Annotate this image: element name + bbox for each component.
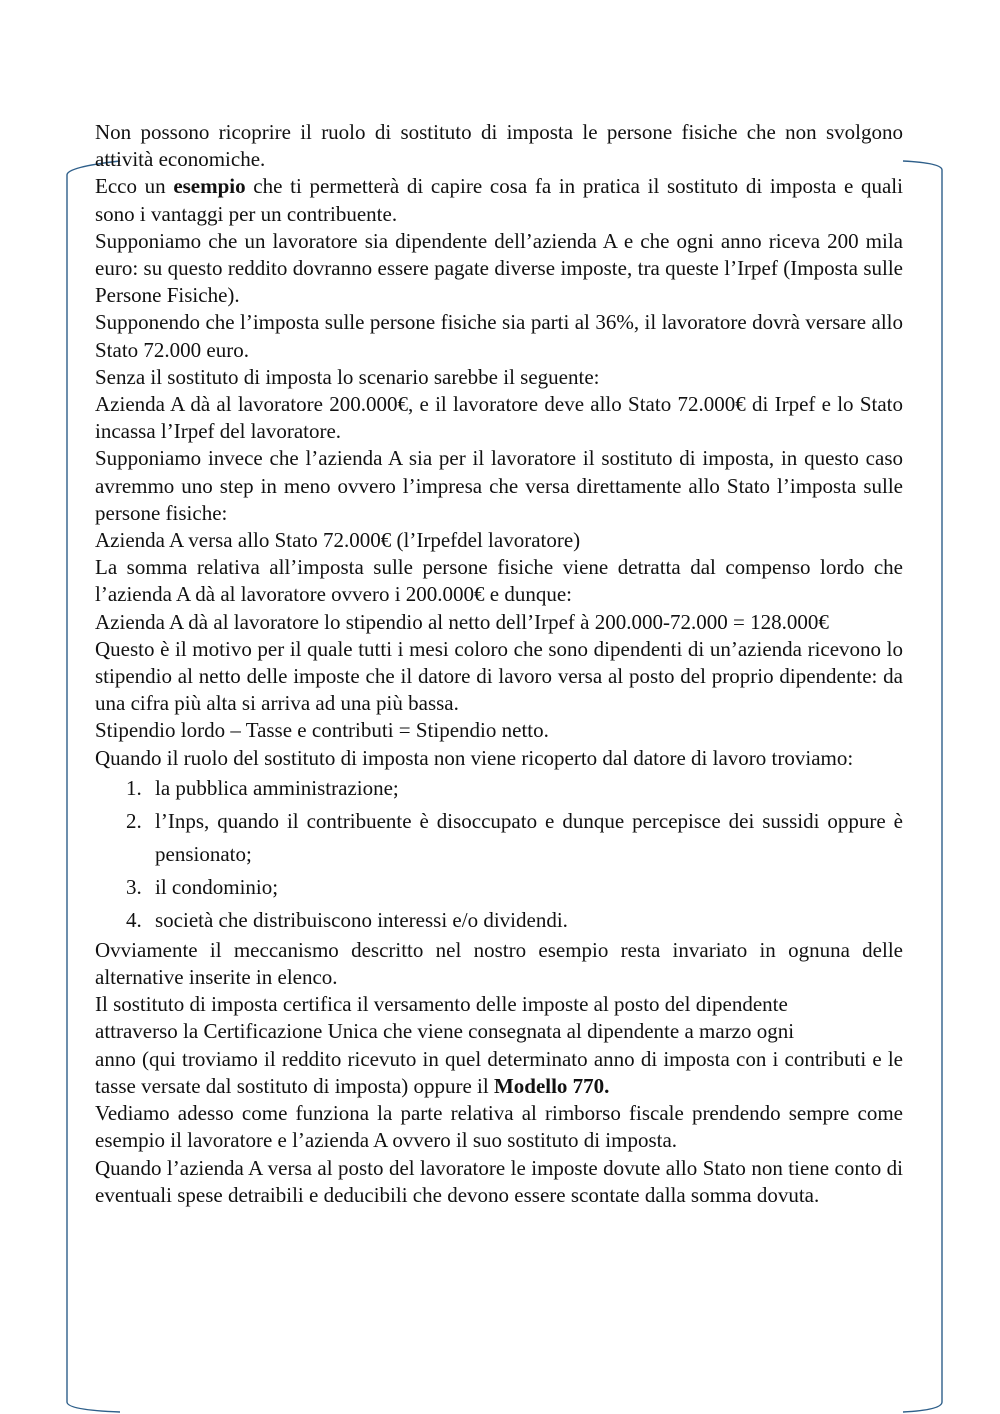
paragraph: Supponendo che l’imposta sulle persone fisiche sia parti al 36%, il lavoratore dovrà versare allo Stato 72.000 euro. bbox=[95, 310, 903, 362]
paragraph: Supponiamo invece che l’azienda A sia per il lavoratore il sostituto di imposta, in questo caso avremmo uno step in meno ovvero l’impresa che versa direttamente allo Stato l’imposta sulle persone fisiche: bbox=[95, 446, 903, 525]
paragraph: La somma relativa all’imposta sulle persone fisiche viene detratta dal compenso lordo che l’azienda A dà al lavoratore ovvero i 200.000€ e dunque: bbox=[95, 555, 903, 607]
list-number: 4. bbox=[126, 907, 142, 932]
list-item-text: l’Inps, quando il contribuente è disoccupato e dunque percepisce dei sussidi oppure è pensionato; bbox=[155, 808, 903, 866]
bold-text: esempio bbox=[173, 174, 246, 199]
text-span: che ti permetterà di capire cosa fa in pratica il sostituto di imposta e quali sono i vantaggi per un contribuente. bbox=[95, 174, 903, 226]
paragraph: Questo è il motivo per il quale tutti i mesi coloro che sono dipendenti di un’azienda ricevono lo stipendio al netto delle imposte che il datore di lavoro versa al posto del proprio dipendente: da una cifra più alta si arriva ad una più bassa. bbox=[95, 636, 903, 716]
list-number: 3. bbox=[126, 874, 142, 899]
document-body bbox=[95, 119, 903, 1209]
list-item bbox=[126, 904, 903, 937]
paragraph: Azienda A versa allo Stato 72.000€ (l’Irpefdel lavoratore) bbox=[95, 528, 581, 553]
paragraph-line: Il sostituto di imposta certifica il versamento delle imposte al posto del dipendente bbox=[95, 992, 788, 1017]
paragraph bbox=[95, 1046, 903, 1100]
paragraph bbox=[95, 173, 903, 227]
paragraph: Supponiamo che un lavoratore sia dipendente dell’azienda A e che ogni anno riceva 200 mila euro: su questo reddito dovranno essere pagate diverse imposte, tra queste l’Irpef (Imposta sulle Persone Fisiche). bbox=[95, 228, 903, 308]
paragraph: Vediamo adesso come funziona la parte relativa al rimborso fiscale prendendo sempre come esempio il lavoratore e l’azienda A ovvero il suo sostituto di imposta. bbox=[95, 1101, 903, 1153]
bold-text: Modello 770. bbox=[493, 1073, 610, 1098]
paragraph: Quando il ruolo del sostituto di imposta non viene ricoperto dal datore di lavoro troviamo: bbox=[95, 745, 854, 770]
paragraph-line: attraverso la Certificazione Unica che viene consegnata al dipendente a marzo ogni bbox=[95, 1019, 795, 1044]
list-item-text: la pubblica amministrazione; bbox=[155, 775, 399, 800]
text-span: Ecco un bbox=[95, 174, 174, 199]
paragraph: Azienda A dà al lavoratore 200.000€, e il lavoratore deve allo Stato 72.000€ di Irpef e lo Stato incassa l’Irpef del lavoratore. bbox=[95, 392, 903, 444]
text-span: anno (qui troviamo il reddito ricevuto in quel determinato anno di imposta con i contributi e le tasse versate dal sostituto di imposta) oppure il bbox=[95, 1046, 903, 1098]
numbered-list bbox=[95, 772, 903, 937]
paragraph: Non possono ricoprire il ruolo di sostituto di imposta le persone fisiche che non svolgono attività economiche. bbox=[95, 120, 903, 172]
paragraph: Quando l’azienda A versa al posto del lavoratore le imposte dovute allo Stato non tiene conto di eventuali spese detraibili e deducibili che devono essere scontate dalla somma dovuta. bbox=[95, 1155, 903, 1207]
paragraph: Azienda A dà al lavoratore lo stipendio al netto dell’Irpef à 200.000-72.000 = 128.000€ bbox=[95, 609, 829, 634]
list-item bbox=[126, 871, 903, 904]
list-item bbox=[126, 805, 903, 871]
list-item-text: società che distribuiscono interessi e/o dividendi. bbox=[155, 907, 568, 932]
paragraph: Senza il sostituto di imposta lo scenario sarebbe il seguente: bbox=[95, 364, 600, 389]
paragraph: Ovviamente il meccanismo descritto nel nostro esempio resta invariato in ognuna delle alternative inserite in elenco. bbox=[95, 937, 903, 990]
list-number: 2. bbox=[126, 808, 142, 833]
right-bracket bbox=[903, 161, 942, 1412]
paragraph: Stipendio lordo – Tasse e contributi = Stipendio netto. bbox=[95, 718, 549, 743]
list-item bbox=[126, 772, 903, 805]
list-item-text: il condominio; bbox=[155, 874, 279, 899]
list-number: 1. bbox=[126, 775, 142, 800]
